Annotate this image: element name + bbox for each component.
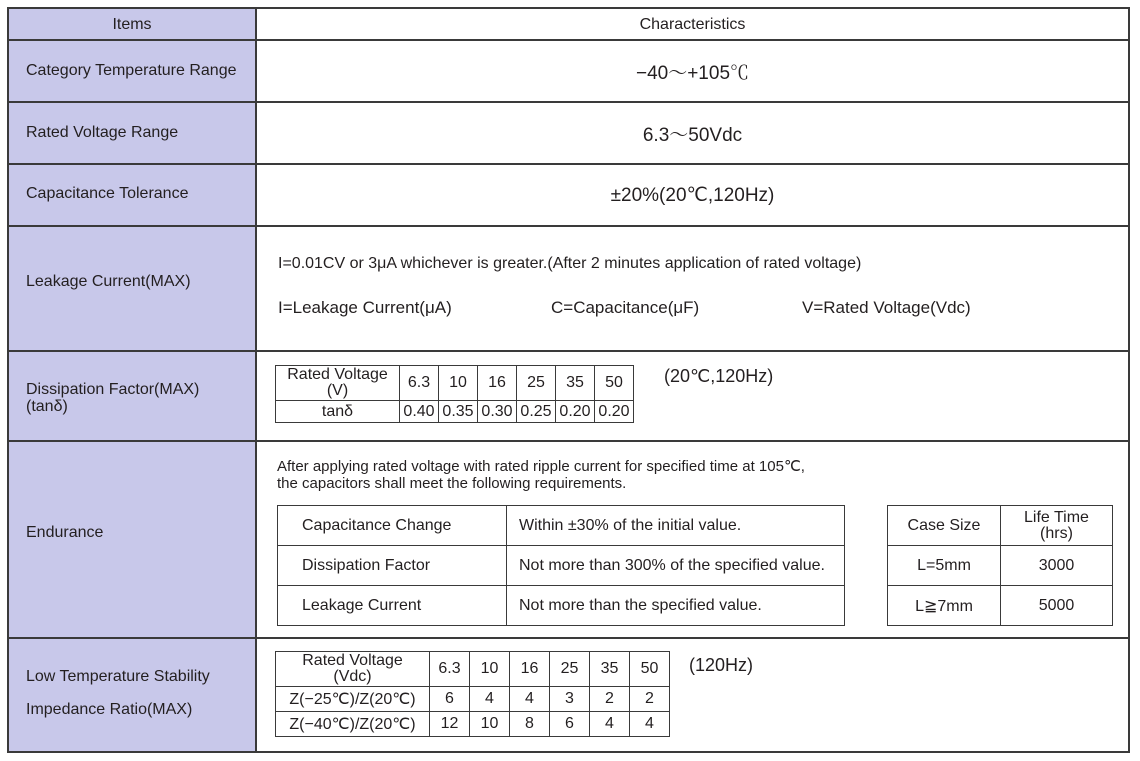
low-temp-label-line2: Impedance Ratio(MAX)	[26, 701, 193, 718]
endurance-requirements-table	[277, 505, 845, 626]
dissipation-label-line1: Dissipation Factor(MAX)	[26, 381, 200, 398]
df-tan-label: tanδ	[276, 401, 400, 423]
life-row	[888, 586, 1113, 626]
category-temp-label: Category Temperature Range	[26, 62, 237, 79]
ratio-value: 4	[630, 712, 670, 737]
life-header-case: Case Size	[888, 506, 1001, 546]
df-voltage-cell: 25	[517, 366, 556, 401]
dissipation-condition: (20℃,120Hz)	[664, 366, 774, 386]
row-divider	[9, 101, 1128, 103]
life-hours: 3000	[1001, 546, 1113, 586]
lt-voltage-cell: 50	[630, 652, 670, 687]
df-voltage-cell: 35	[556, 366, 595, 401]
lt-voltage-cell: 25	[550, 652, 590, 687]
df-voltage-cell: 16	[478, 366, 517, 401]
df-tan-value: 0.35	[439, 401, 478, 423]
lt-voltage-cell: 35	[590, 652, 630, 687]
ratio-value: 10	[470, 712, 510, 737]
cap-tolerance-label: Capacitance Tolerance	[26, 185, 189, 202]
life-row	[888, 546, 1113, 586]
life-case-size: L≧7mm	[888, 586, 1001, 626]
df-tan-value: 0.20	[595, 401, 634, 423]
ratio-row	[276, 712, 670, 737]
category-temp-value-cell	[257, 40, 1128, 102]
life-header-time-line1: Life Time	[1024, 508, 1089, 526]
endurance-intro-line1: After applying rated voltage with rated ripple current for specified time at 105℃,	[277, 458, 805, 475]
rated-voltage-value: 6.3～50Vdc	[642, 124, 743, 146]
requirement-row	[278, 506, 845, 546]
leakage-legend-c: C=Capacitance(μF)	[551, 298, 700, 317]
df-header-cell	[276, 366, 400, 401]
ratio-value: 4	[470, 687, 510, 712]
low-temp-value-cell	[257, 638, 1128, 751]
leakage-label: Leakage Current(MAX)	[26, 273, 191, 290]
endurance-label-cell	[9, 441, 257, 638]
ratio-value: 6	[550, 712, 590, 737]
header-characteristics-cell	[257, 9, 1128, 40]
lt-voltage-cell: 6.3	[430, 652, 470, 687]
life-time-table	[887, 505, 1113, 626]
ratio-value: 4	[510, 687, 550, 712]
dissipation-table	[275, 365, 634, 423]
lt-voltage-cell: 10	[470, 652, 510, 687]
cap-tolerance-value: ±20%(20℃,120Hz)	[610, 184, 775, 206]
leakage-label-cell	[9, 226, 257, 351]
endurance-value-cell	[257, 441, 1128, 638]
df-tan-value: 0.30	[478, 401, 517, 423]
df-header-line1: Rated Voltage	[287, 366, 388, 383]
dissipation-label-line2: (tanδ)	[26, 398, 68, 415]
ratio-value: 6	[430, 687, 470, 712]
requirement-item: Dissipation Factor	[278, 546, 507, 586]
ratio-value: 2	[590, 687, 630, 712]
ratio-value: 8	[510, 712, 550, 737]
lt-header-line1: Rated Voltage	[302, 652, 403, 669]
df-voltage-cell: 10	[439, 366, 478, 401]
df-tan-value: 0.40	[400, 401, 439, 423]
requirement-criterion: Not more than 300% of the specified value.	[507, 546, 845, 586]
cap-tolerance-label-cell	[9, 164, 257, 226]
life-case-size: L=5mm	[888, 546, 1001, 586]
leakage-legend-v: V=Rated Voltage(Vdc)	[802, 298, 971, 317]
category-temp-value: −40～+105℃	[635, 62, 750, 84]
row-divider	[9, 39, 1128, 41]
requirement-criterion: Within ±30% of the initial value.	[507, 506, 845, 546]
leakage-legend-i: I=Leakage Current(μA)	[278, 298, 452, 317]
lt-voltage-cell: 16	[510, 652, 550, 687]
ratio-value: 4	[590, 712, 630, 737]
df-voltage-cell: 50	[595, 366, 634, 401]
row-divider	[9, 637, 1128, 639]
endurance-label: Endurance	[26, 524, 104, 541]
header-items-cell	[9, 9, 257, 40]
impedance-ratio-table	[275, 651, 670, 737]
df-tan-value: 0.25	[517, 401, 556, 423]
category-temp-label-cell	[9, 40, 257, 102]
rated-voltage-label-cell	[9, 102, 257, 164]
ratio-label: Z(−25℃)/Z(20℃)	[276, 687, 430, 712]
life-hours: 5000	[1001, 586, 1113, 626]
endurance-intro-line2: the capacitors shall meet the following requirements.	[277, 475, 627, 492]
ratio-value: 2	[630, 687, 670, 712]
row-divider	[9, 225, 1128, 227]
lt-header-cell	[276, 652, 430, 687]
cap-tolerance-value-cell	[257, 164, 1128, 226]
df-tan-value: 0.20	[556, 401, 595, 423]
requirement-item: Leakage Current	[278, 586, 507, 626]
requirement-item: Capacitance Change	[278, 506, 507, 546]
row-divider	[9, 163, 1128, 165]
leakage-formula: I=0.01CV or 3μA whichever is greater.(After 2 minutes application of rated voltage)	[278, 255, 862, 272]
leakage-value-cell	[257, 226, 1128, 351]
low-temp-label-line1: Low Temperature Stability	[26, 668, 210, 685]
ratio-value: 12	[430, 712, 470, 737]
life-header-time-line2: (hrs)	[1040, 524, 1073, 542]
low-temp-condition: (120Hz)	[689, 655, 754, 675]
requirement-criterion: Not more than the specified value.	[507, 586, 845, 626]
rated-voltage-value-cell	[257, 102, 1128, 164]
header-characteristics-label: Characteristics	[639, 15, 746, 33]
rated-voltage-label: Rated Voltage Range	[26, 124, 179, 141]
requirement-row	[278, 546, 845, 586]
ratio-row	[276, 687, 670, 712]
dissipation-label-cell	[9, 351, 257, 441]
life-header-time	[1001, 506, 1113, 546]
requirement-row	[278, 586, 845, 626]
low-temp-label-cell	[9, 638, 257, 751]
ratio-value: 3	[550, 687, 590, 712]
row-divider	[9, 350, 1128, 352]
df-header-line2: (V)	[326, 382, 349, 399]
specification-table	[7, 7, 1130, 753]
lt-header-line2: (Vdc)	[333, 668, 372, 685]
header-items-label: Items	[112, 15, 152, 33]
row-divider	[9, 440, 1128, 442]
ratio-label: Z(−40℃)/Z(20℃)	[276, 712, 430, 737]
df-voltage-cell: 6.3	[400, 366, 439, 401]
dissipation-value-cell	[257, 351, 1128, 441]
